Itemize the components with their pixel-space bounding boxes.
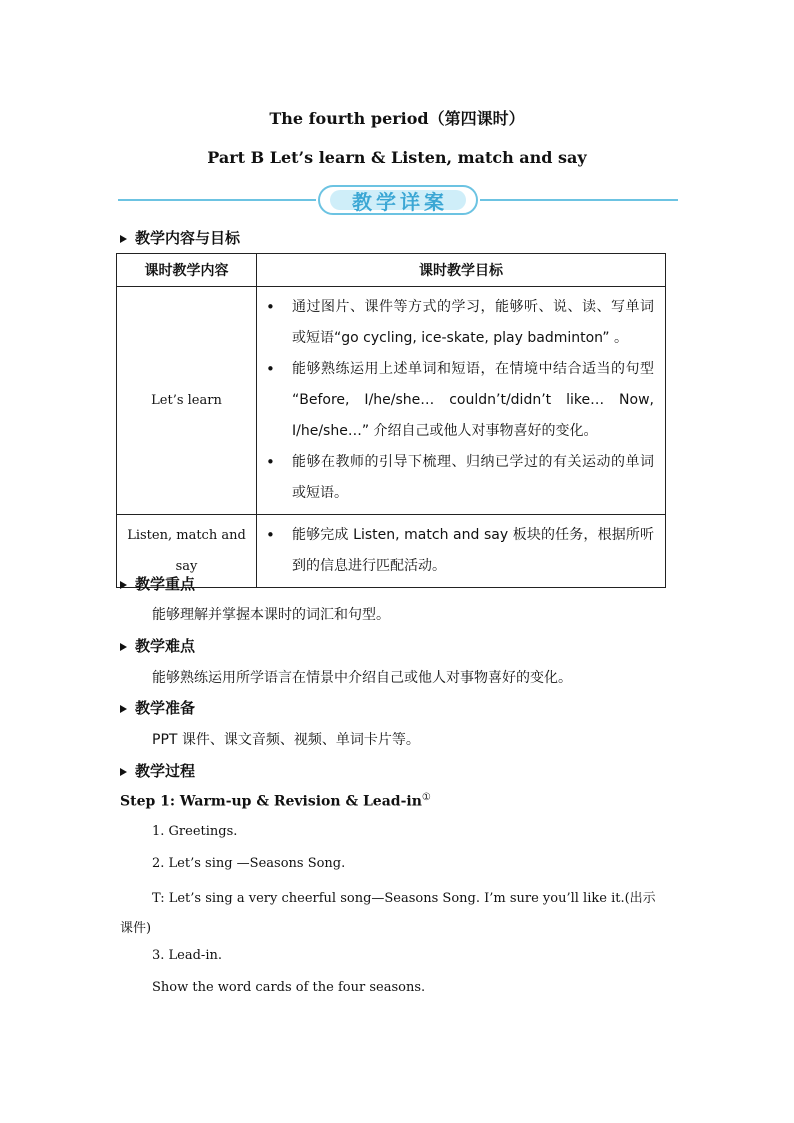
table-row (117, 287, 666, 515)
triangle-bullet-icon (120, 643, 127, 651)
key-points-text: 能够理解并掌握本课时的词汇和句型。 (152, 607, 390, 623)
table-header-row (117, 254, 666, 287)
heading-process (120, 760, 195, 781)
section-banner (118, 184, 678, 216)
heading-difficulties-label: 教学难点 (135, 637, 196, 655)
preparation-text: PPT 课件、课文音频、视频、单词卡片等。 (152, 732, 420, 748)
banner-rule-left (118, 199, 316, 201)
table-cell-goals (257, 287, 666, 515)
step1-line: T: Let’s sing a very cheerful song—Seasons Song. I’m sure you’ll like it.(出示 (152, 891, 656, 906)
table-cell-content: Listen, match and say (117, 515, 257, 588)
page-subtitle: Part B Let’s learn & Listen, match and say (207, 148, 587, 167)
triangle-bullet-icon (120, 705, 127, 713)
banner-rule-right (480, 199, 678, 201)
heading-difficulties (120, 635, 195, 656)
step1-line: 1. Greetings. (152, 824, 238, 839)
heading-objectives-label: 教学内容与目标 (135, 229, 241, 247)
step1-heading (120, 792, 431, 810)
heading-process-label: 教学过程 (135, 762, 196, 780)
objectives-table (116, 253, 666, 588)
banner-text: 教学详案 (352, 190, 448, 214)
heading-key-points (120, 573, 195, 594)
step1-line: 2. Let’s sing —Seasons Song. (152, 856, 346, 871)
goal-item: • 通过图片、课件等方式的学习，能够听、说、读、写单词或短语“go cycling, ice-skate, play badminton” 。 (266, 292, 654, 354)
goal-item: • 能够在教师的引导下梳理、归纳已学过的有关运动的单词或短语。 (266, 447, 654, 509)
page-title: The fourth period（第四课时） (269, 109, 525, 128)
triangle-bullet-icon (120, 768, 127, 776)
heading-key-points-label: 教学重点 (135, 575, 196, 593)
goal-item: • 能够完成 Listen, match and say 板块的任务，根据所听到的信息进行匹配活动。 (266, 520, 654, 582)
step1-title: Step 1: Warm-up & Revision & Lead-in (120, 793, 422, 810)
table-row (117, 515, 666, 588)
triangle-bullet-icon (120, 235, 127, 243)
table-header-content: 课时教学内容 (117, 254, 257, 287)
banner-pill (318, 185, 478, 215)
triangle-bullet-icon (120, 581, 127, 589)
table-cell-content: Let’s learn (117, 287, 257, 515)
heading-preparation-label: 教学准备 (135, 699, 196, 717)
difficulties-text: 能够熟练运用所学语言在情景中介绍自己或他人对事物喜好的变化。 (152, 670, 572, 686)
step1-line: 课件) (120, 921, 152, 936)
footnote-mark: ① (421, 792, 431, 803)
step1-line: 3. Lead-in. (152, 948, 222, 963)
table-cell-goals (257, 515, 666, 588)
goal-item: • 能够熟练运用上述单词和短语，在情境中结合适当的句型 “Before, I/he/she… couldn’t/didn’t like… Now, I/he/she…” 介绍自己或他人对事物喜好的变化。 (266, 354, 654, 447)
table-header-goals: 课时教学目标 (257, 254, 666, 287)
heading-preparation (120, 697, 195, 718)
step1-line: Show the word cards of the four seasons. (152, 980, 426, 995)
heading-objectives (120, 227, 240, 248)
